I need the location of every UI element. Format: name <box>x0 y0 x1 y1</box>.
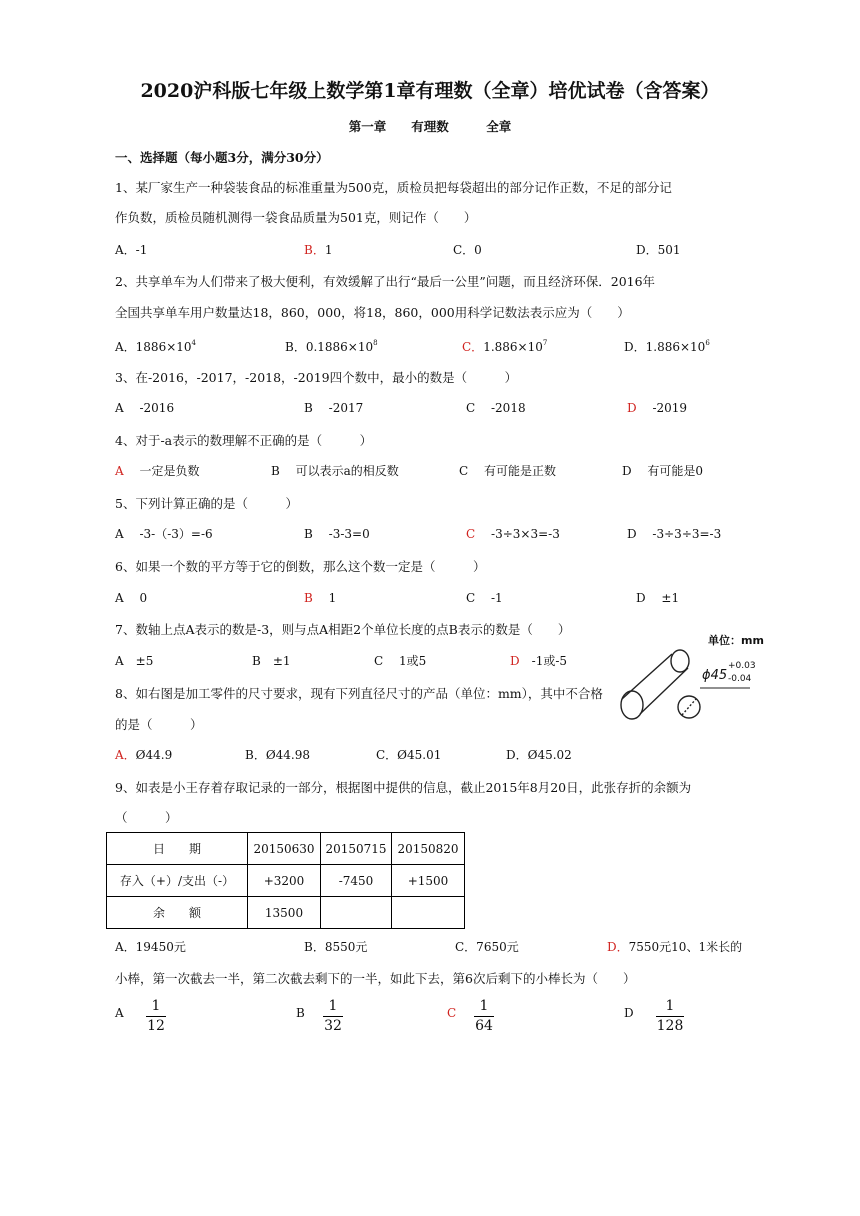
q1-line1: 1、某厂家生产一种袋装食品的标准重量为500克，质检员把每袋超出的部分记作正数，不足的部分记 <box>115 180 672 195</box>
q10-option-c-letter: C <box>447 1006 457 1020</box>
q1-option-d: D．501 <box>636 243 681 257</box>
q4-text: 4、对于-a表示的数理解不正确的是（ ） <box>115 433 373 448</box>
numerator: 1 <box>665 998 675 1014</box>
q5-option-d: D -3÷3÷3=-3 <box>627 527 722 541</box>
q10-option-b-letter: B <box>296 1006 305 1020</box>
exponent: 7 <box>542 339 548 347</box>
table-cell: -7450 <box>321 865 392 897</box>
q4-option-b: B 可以表示a的相反数 <box>271 464 399 478</box>
table-row <box>107 865 465 897</box>
q9-option-b: B．8550元 <box>304 940 368 954</box>
table-cell: 余 额 <box>107 897 248 929</box>
option-text: A．1886×10 <box>115 340 192 354</box>
answer-mark: B <box>304 591 313 605</box>
option-text: -1或-5 <box>531 654 568 668</box>
q4-option-a <box>115 462 200 479</box>
chapter-subtitle: 第一章 有理数 全章 <box>348 119 512 134</box>
fraction-bar <box>146 1016 166 1017</box>
answer-mark: D <box>627 401 637 415</box>
q9-option-d <box>607 938 742 955</box>
q2-line2: 全国共享单车用户数量达18，860，000，将18，860，000用科学记数法表示应为（ ） <box>115 305 630 320</box>
exponent: 4 <box>191 339 196 347</box>
option-text: -2019 <box>652 401 688 415</box>
exponent: 8 <box>373 339 378 347</box>
q8-line1: 8、如右图是加工零件的尺寸要求，现有下列直径尺寸的产品（单位：mm），其中不合格 <box>115 686 603 701</box>
fraction-bar <box>323 1016 343 1017</box>
table-cell: 13500 <box>248 897 321 929</box>
q5-option-c <box>466 525 560 542</box>
answer-mark: D <box>510 654 520 668</box>
q1-option-b <box>304 241 332 258</box>
part-dimension-figure <box>612 628 764 728</box>
q1-option-a: A．-1 <box>115 243 148 257</box>
table-header-cell: 日 期 <box>107 833 248 865</box>
q7-option-d <box>510 652 567 669</box>
q2-option-d <box>624 338 710 355</box>
denominator: 64 <box>475 1018 493 1034</box>
q10-start: 10、1米长的 <box>671 940 743 954</box>
q4-option-d: D 有可能是0 <box>622 464 704 478</box>
table-cell <box>321 897 392 929</box>
q9-line1: 9、如表是小王存着存取记录的一部分，根据图中提供的信息，截止2015年8月20日，此张存折的余额为 <box>115 780 692 795</box>
q8-option-a <box>115 746 172 763</box>
fraction-bar <box>656 1016 684 1017</box>
diameter-value: 45 <box>710 668 728 683</box>
option-text: 1 <box>328 591 337 605</box>
option-text: 1.886×10 <box>483 340 543 354</box>
q2-option-c <box>462 338 547 355</box>
q6-text: 6、如果一个数的平方等于它的倒数，那么这个数一定是（ ） <box>115 559 486 574</box>
q10-line2: 小棒，第一次截去一半，第二次截去剩下的一半，如此下去，第6次后剩下的小棒长为（ ） <box>115 971 636 986</box>
table-cell: +1500 <box>392 865 465 897</box>
q2-option-a <box>115 338 196 355</box>
answer-mark: C． <box>462 340 484 354</box>
table-cell: +3200 <box>248 865 321 897</box>
numerator: 1 <box>328 998 338 1014</box>
diameter-label: ϕ45 <box>702 668 728 683</box>
q8-option-d: D．Ø45.02 <box>506 748 572 762</box>
answer-mark: A． <box>115 748 136 762</box>
q7-option-a: A ±5 <box>115 654 154 668</box>
answer-mark: C <box>466 527 476 541</box>
q3-option-a: A -2016 <box>115 401 175 415</box>
numerator: 1 <box>479 998 489 1014</box>
q9-option-c: C．7650元 <box>455 940 519 954</box>
table-cell: 存入（+）/支出（-） <box>107 865 248 897</box>
q3-option-c: C -2018 <box>466 401 526 415</box>
deposit-record-table <box>106 832 465 929</box>
q5-option-b: B -3-3=0 <box>304 527 370 541</box>
q9-option-a: A．19450元 <box>115 940 186 954</box>
q8-line2: 的是（ ） <box>115 717 203 732</box>
tolerance-lower: -0.04 <box>728 674 752 684</box>
q6-option-c: C -1 <box>466 591 503 605</box>
table-header-cell: 20150820 <box>392 833 465 865</box>
q5-text: 5、下列计算正确的是（ ） <box>115 496 298 511</box>
table-row <box>107 833 465 865</box>
answer-mark: A <box>115 464 124 478</box>
q7-text: 7、数轴上点A表示的数是-3，则与点A相距2个单位长度的点B表示的数是（ ） <box>115 622 571 637</box>
tolerance-upper: +0.03 <box>728 661 756 671</box>
q8-option-b: B．Ø44.98 <box>245 748 311 762</box>
q1-line2: 作负数，质检员随机测得一袋食品质量为501克，则记作（ ） <box>115 210 477 225</box>
q10-option-b-fraction <box>323 998 343 1035</box>
denominator: 128 <box>656 1018 684 1034</box>
table-header-cell: 20150715 <box>321 833 392 865</box>
q8-option-c: C．Ø45.01 <box>376 748 442 762</box>
option-text: B．0.1886×10 <box>285 340 374 354</box>
option-text: 一定是负数 <box>139 464 200 478</box>
q10-option-a-letter: A <box>115 1006 124 1020</box>
q7-option-b: B ±1 <box>252 654 291 668</box>
answer-mark: D． <box>607 940 629 954</box>
section-heading: 一、选择题（每小题3分，满分30分） <box>115 150 329 165</box>
option-text: 7550元 <box>628 940 672 954</box>
q6-option-a: A 0 <box>115 591 148 605</box>
table-row <box>107 897 465 929</box>
page-title: 2020沪科版七年级上数学第1章有理数（全章）培优试卷（含答案） <box>140 80 720 102</box>
answer-mark: B． <box>304 243 325 257</box>
denominator: 12 <box>147 1018 165 1034</box>
q10-option-d-fraction <box>656 998 684 1035</box>
q9-line2: （ ） <box>115 810 178 825</box>
q3-option-d <box>627 399 687 416</box>
q3-text: 3、在-2016，-2017，-2018，-2019四个数中，最小的数是（ ） <box>115 370 518 385</box>
exponent: 6 <box>705 339 710 347</box>
unit-label: 单位：mm <box>708 634 764 647</box>
q6-option-d: D ±1 <box>636 591 680 605</box>
denominator: 32 <box>324 1018 342 1034</box>
q4-option-c: C 有可能是正数 <box>459 464 556 478</box>
option-text: -3÷3×3=-3 <box>491 527 560 541</box>
numerator: 1 <box>151 998 161 1014</box>
q10-option-a-fraction <box>146 998 166 1035</box>
q2-line1: 2、共享单车为人们带来了极大便利，有效缓解了出行“最后一公里”问题，而且经济环保．2016年 <box>115 274 656 289</box>
q1-option-c: C．0 <box>453 243 482 257</box>
option-text: Ø44.9 <box>135 748 173 762</box>
q2-option-b <box>285 338 378 355</box>
q10-option-c-fraction <box>474 998 494 1035</box>
table-header-cell: 20150630 <box>248 833 321 865</box>
option-value: 1 <box>324 243 333 257</box>
q7-option-c: C 1或5 <box>374 654 427 668</box>
q10-option-d-letter: D <box>624 1006 634 1020</box>
fraction-bar <box>474 1016 494 1017</box>
option-text: D．1.886×10 <box>624 340 706 354</box>
table-cell <box>392 897 465 929</box>
q5-option-a: A -3-（-3）=-6 <box>115 527 213 541</box>
q6-option-b <box>304 589 336 606</box>
q3-option-b: B -2017 <box>304 401 364 415</box>
